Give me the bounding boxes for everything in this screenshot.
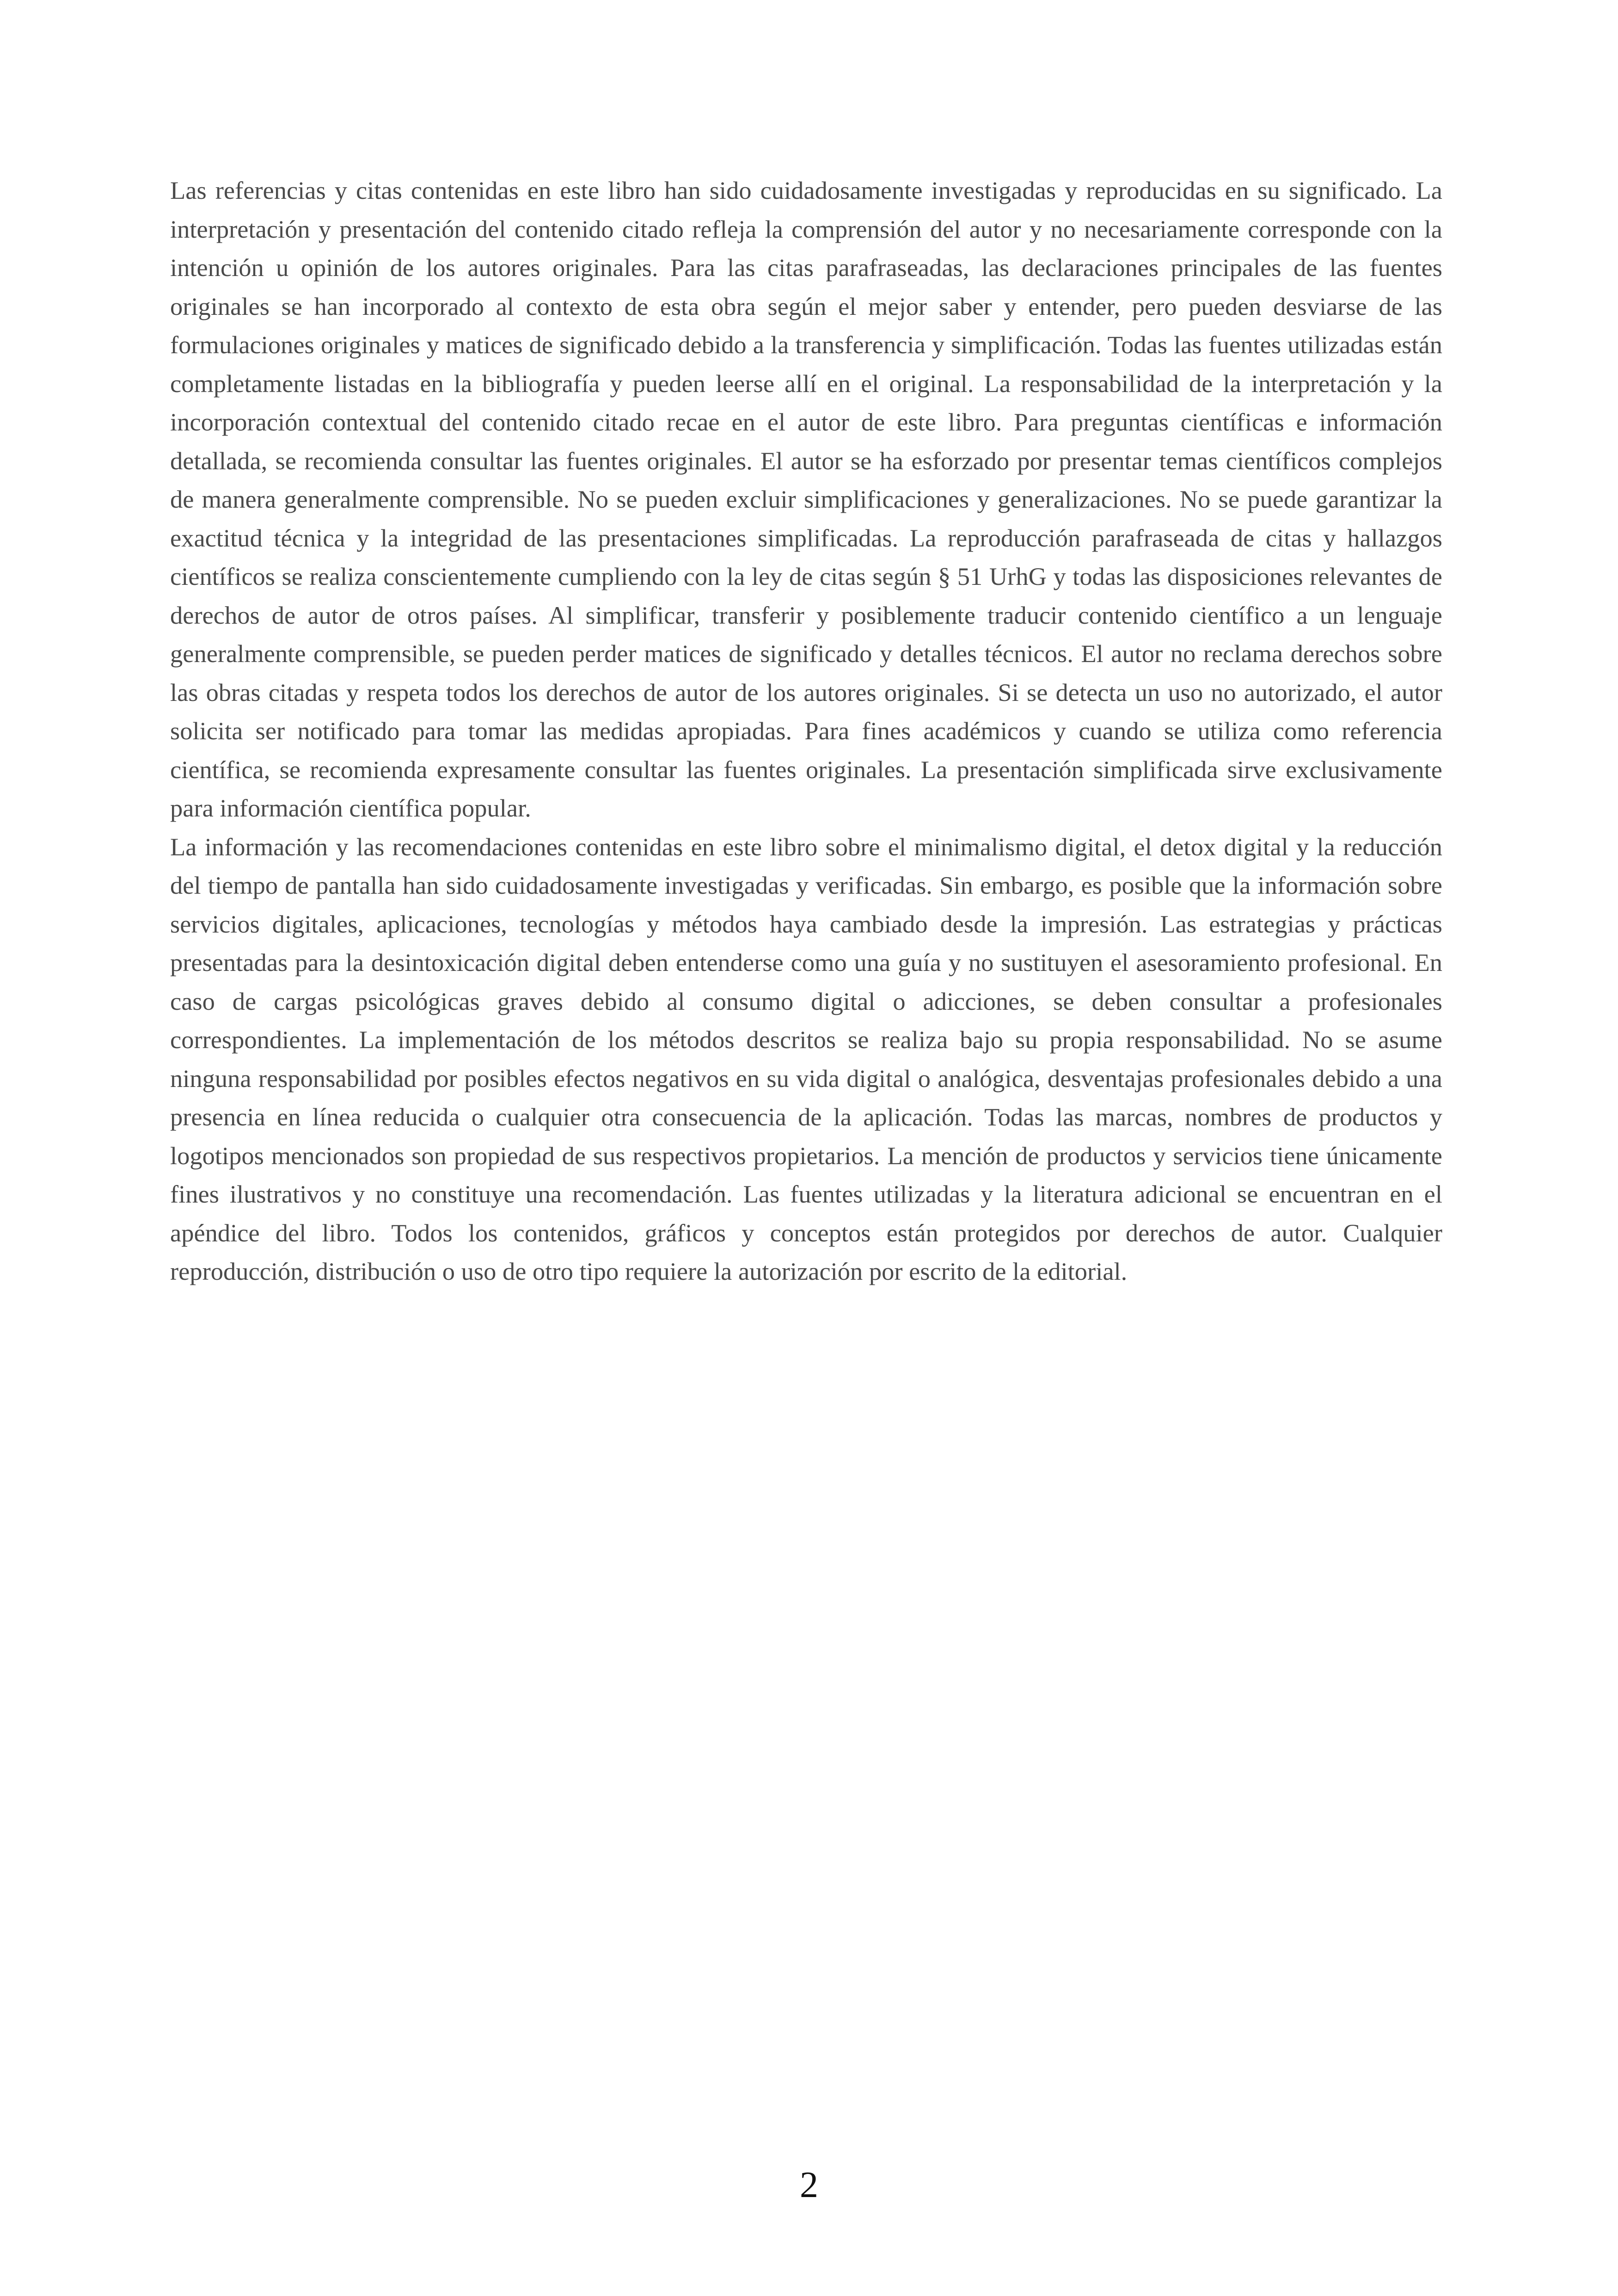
paragraph-citations-notice: Las referencias y citas contenidas en este libro han sido cuidadosamente investigadas y reproducidas en su significado. La interpretación y presentación del contenido citado refleja la comprensión del autor y no necesariamente corresponde con la intención u opinión de los autores originales. Para las citas parafraseadas, las declaraciones principales de las fuentes originales se han incorporado al contexto de esta obra según el mejor saber y entender, pero pueden desviarse de las formulaciones originales y matices de significado debido a la transferencia y simplificación. Todas las fuentes utilizadas están completamente listadas en la bibliografía y pueden leerse allí en el original. La responsabilidad de la interpretación y la incorporación contextual del contenido citado recae en el autor de este libro. Para preguntas científicas e información detallada, se recomienda consultar las fuentes originales. El autor se ha esforzado por presentar temas científicos complejos de manera generalmente comprensible. No se pueden excluir simplificaciones y generalizaciones. No se puede garantizar la exactitud técnica y la integridad de las presentaciones simplificadas. La reproducción parafraseada de citas y hallazgos científicos se realiza conscientemente cumpliendo con la ley de citas según § 51 UrhG y todas las disposiciones relevantes de derechos de autor de otros países. Al simplificar, transferir y posiblemente traducir contenido científico a un lenguaje generalmente comprensible, se pueden perder matices de significado y detalles técnicos. El autor no reclama derechos sobre las obras citadas y respeta todos los derechos de autor de los autores originales. Si se detecta un uso no autorizado, el autor solicita ser notificado para tomar las medidas apropiadas. Para fines académicos y cuando se utiliza como referencia científica, se recomienda expresamente consultar las fuentes originales. La presentación simplificada sirve exclusivamente para información científica popular. [170, 176, 1442, 822]
paragraph-disclaimer: La información y las recomendaciones contenidas en este libro sobre el minimalismo digital, el detox digital y la reducción del tiempo de pantalla han sido cuidadosamente investigadas y verificadas. Sin embargo, es posible que la información sobre servicios digitales, aplicaciones, tecnologías y métodos haya cambiado desde la impresión. Las estrategias y prácticas presentadas para la desintoxicación digital deben entenderse como una guía y no sustituyen el asesoramiento profesional. En caso de cargas psicológicas graves debido al consumo digital o adicciones, se deben consultar a profesionales correspondientes. La implementación de los métodos descritos se realiza bajo su propia responsabilidad. No se asume ninguna responsabilidad por posibles efectos negativos en su vida digital o analógica, desventajas profesionales debido a una presencia en línea reducida o cualquier otra consecuencia de la aplicación. Todas las marcas, nombres de productos y logotipos mencionados son propiedad de sus respectivos propietarios. La mención de productos y servicios tiene únicamente fines ilustrativos y no constituye una recomendación. Las fuentes utilizadas y la literatura adicional se encuentran en el apéndice del libro. Todos los contenidos, gráficos y conceptos están protegidos por derechos de autor. Cualquier reproducción, distribución o uso de otro tipo requiere la autorización por escrito de la editorial. [170, 832, 1442, 1285]
page-number: 2 [800, 2165, 818, 2205]
body-text [170, 171, 1442, 1291]
